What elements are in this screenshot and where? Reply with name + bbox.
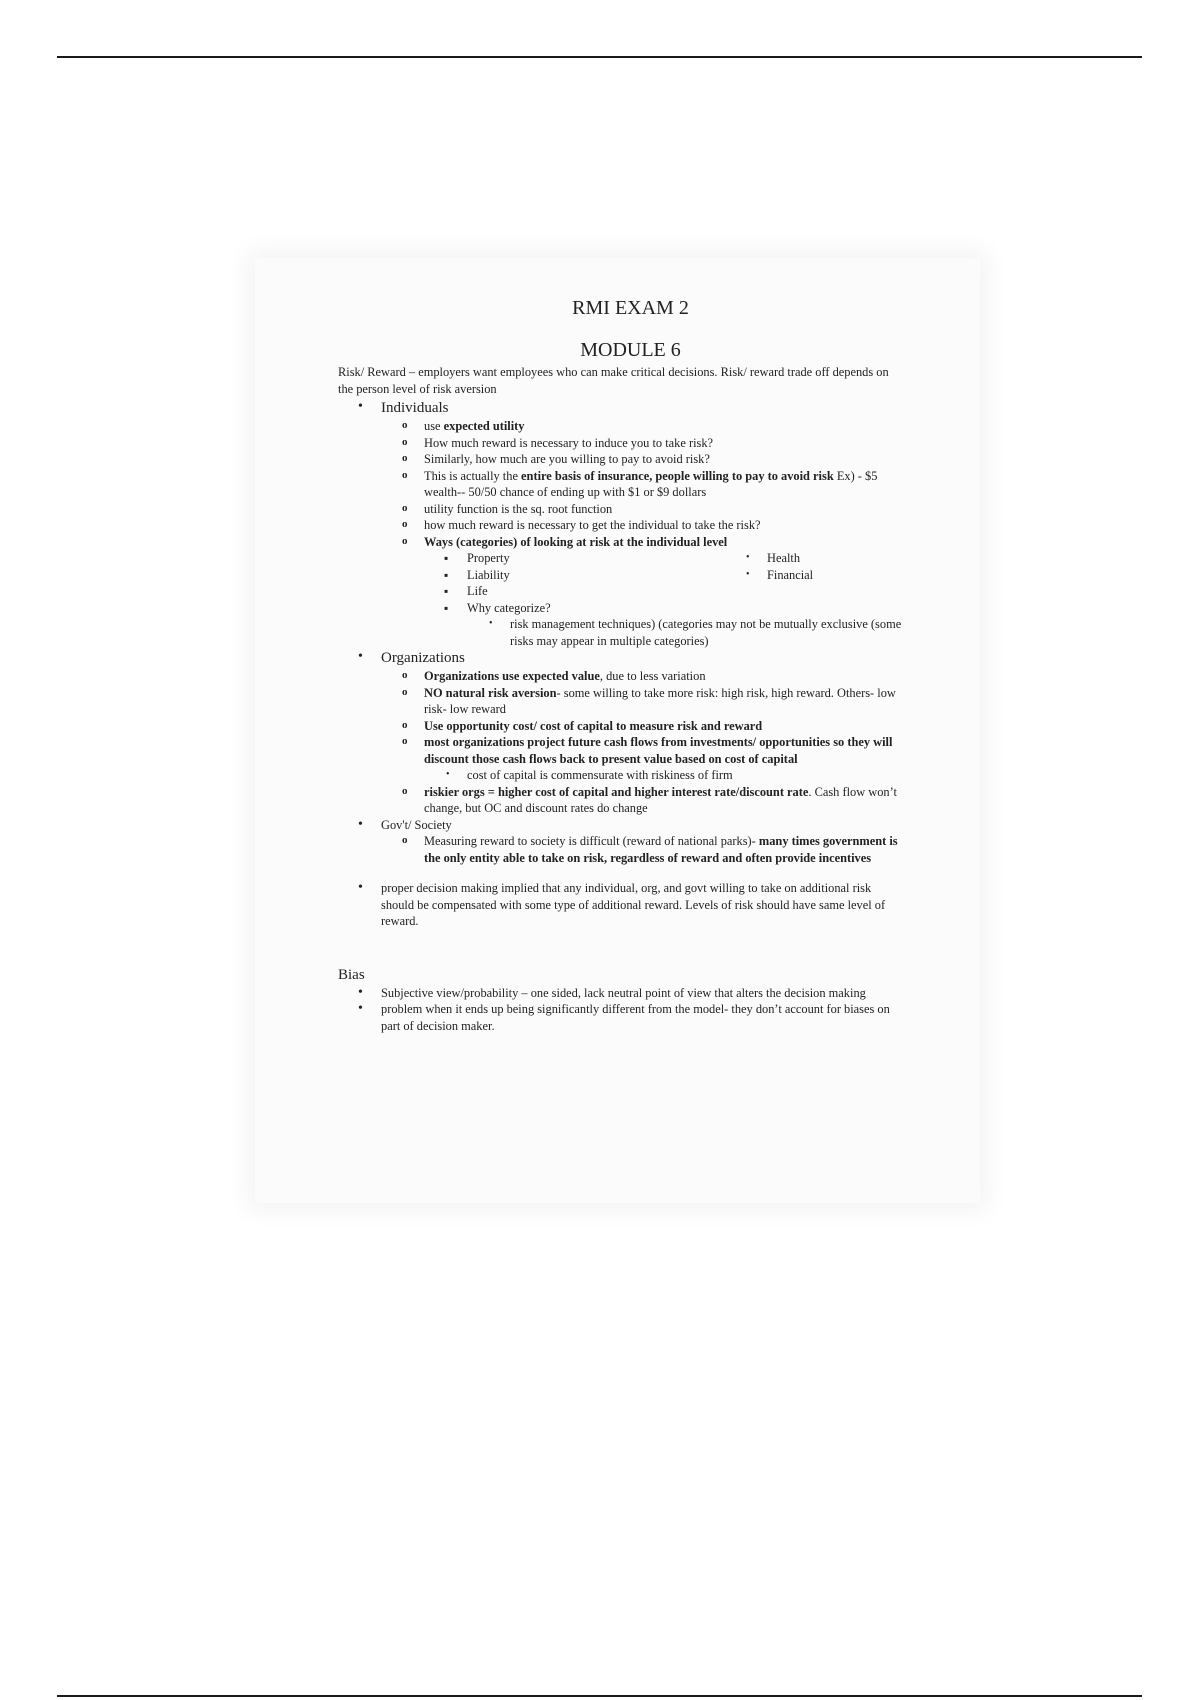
bold-text: Organizations use expected value (424, 669, 600, 683)
scanned-page (255, 258, 980, 1203)
list-item (381, 685, 903, 718)
list-item (381, 718, 903, 735)
individuals-label: Individuals (381, 400, 449, 416)
spacer (338, 930, 903, 966)
individuals-sublist (381, 418, 903, 649)
categories-left (424, 550, 724, 616)
categories-columns (424, 550, 903, 616)
bold-text: entire basis of insurance, people willing to pay to avoid risk (521, 468, 834, 483)
list-item (381, 734, 903, 784)
text: , due to less variation (599, 669, 706, 683)
list-item: o Similarly, how much are you willing to pay to avoid risk? (381, 451, 903, 468)
list-item: o utility function is the sq. root function (381, 501, 903, 518)
bold-text: expected utility (443, 419, 525, 433)
categories-right (724, 550, 903, 616)
category-item (424, 600, 724, 617)
categories-list-right (724, 550, 903, 583)
text: Why categorize? (467, 600, 551, 615)
top-rule (57, 56, 1142, 58)
bold-text: NO natural risk aversion (424, 685, 557, 700)
intro-paragraph: Risk/ Reward – employers want employees who can make critical decisions. Risk/ reward trade off depends on the person level of risk aversion (338, 365, 889, 396)
cost-sublist (424, 767, 903, 784)
organizations-label: Organizations (381, 650, 465, 666)
list-item (381, 418, 903, 435)
main-list (338, 399, 903, 866)
list-item (381, 833, 903, 866)
list-item (381, 668, 903, 685)
list-item: o How much reward is necessary to induce you to take risk? (381, 435, 903, 452)
category-item: • Health (724, 550, 903, 567)
why-sublist (424, 616, 903, 649)
list-item-organizations (338, 649, 903, 817)
gov-label: Gov't/ Society (381, 817, 452, 832)
proper-list (338, 880, 903, 930)
spacer (338, 866, 903, 880)
text: . Cash flow won’t change, but OC and discount rates do change (424, 784, 897, 815)
categories-list-left (424, 550, 724, 616)
bottom-rule (57, 1695, 1142, 1697)
page-content (338, 296, 903, 1034)
list-item (381, 534, 903, 650)
list-item: • Subjective view/probability – one sided, lack neutral point of view that alters the decision making (338, 985, 903, 1002)
module-heading: MODULE 6 (580, 339, 681, 361)
category-item: • Financial (724, 567, 903, 584)
gov-sublist (381, 833, 903, 866)
bold-text: most organizations project future cash flows from investments/ opportunities so they will discount those cash flows back to present value based on cost of capital (424, 735, 893, 766)
text: use (424, 419, 444, 433)
category-item: ▪ Life (424, 583, 724, 600)
bold-text: Use opportunity cost/ cost of capital to measure risk and reward (424, 718, 763, 733)
text: - some willing to take more risk: high risk, high reward. Others- low risk- low reward (424, 685, 896, 716)
list-item: • cost of capital is commensurate with riskiness of firm (424, 767, 903, 784)
bold-text: many times government is the only entity able to take on risk, regardless of reward and often provide incentives (424, 834, 898, 865)
category-item: ▪ Liability (424, 567, 724, 584)
bold-text: Ways (categories) of looking at risk at the individual level (424, 534, 728, 549)
list-item: • risk management techniques) (categories may not be mutually exclusive (some risks may appear in multiple categories) (467, 616, 903, 649)
list-item-gov (338, 817, 903, 867)
bold-text: riskier orgs = higher cost of capital and higher interest rate/discount rate (424, 784, 809, 799)
list-item (381, 784, 903, 817)
organizations-sublist (381, 668, 903, 817)
bias-heading: Bias (338, 966, 365, 983)
bias-list (338, 985, 903, 1035)
list-item: • proper decision making implied that any individual, org, and govt willing to take on additional risk should be compensated with some type of additional reward. Levels of risk should have same level of reward. (338, 880, 903, 930)
text: Ex) - $5 wealth-- 50/50 chance of ending up with $1 or $9 dollars (424, 468, 878, 499)
category-item: ▪ Property (424, 550, 724, 567)
doc-title: RMI EXAM 2 (572, 297, 689, 319)
text: This is actually the (424, 468, 522, 483)
list-item (381, 468, 903, 501)
list-item: • problem when it ends up being significantly different from the model- they don’t account for biases on part of decision maker. (338, 1001, 903, 1034)
list-item-individuals (338, 399, 903, 649)
text: Measuring reward to society is difficult (reward of national parks)- (424, 834, 759, 848)
list-item: o how much reward is necessary to get the individual to take the risk? (381, 517, 903, 534)
